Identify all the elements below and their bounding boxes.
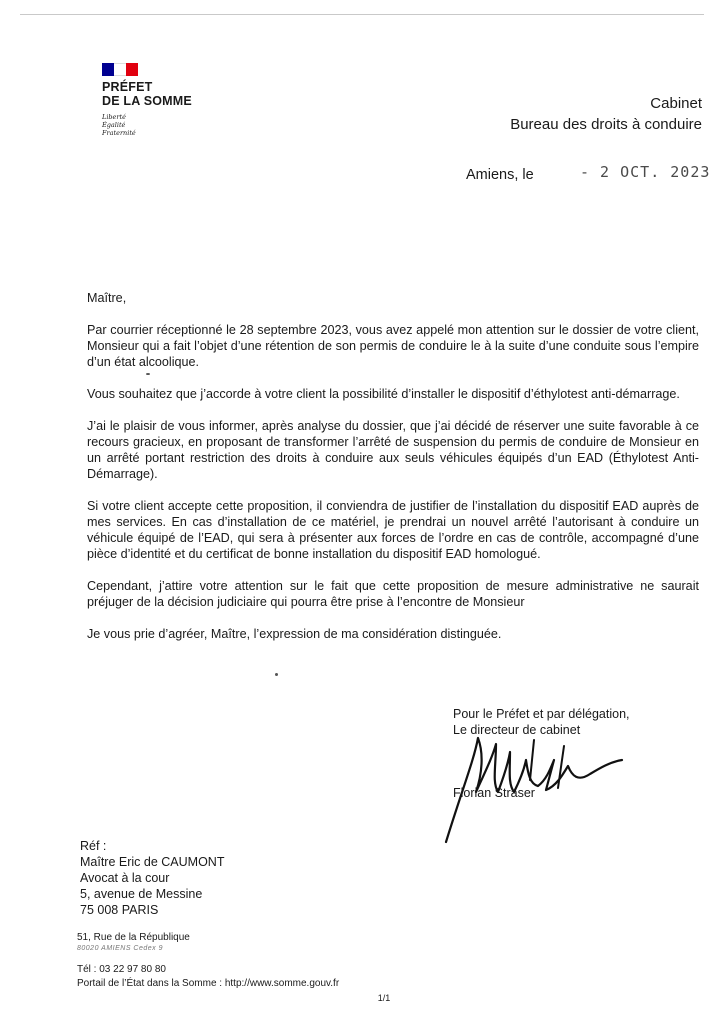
letter-body <box>87 290 699 642</box>
scan-speck <box>275 673 278 676</box>
flag-red-band <box>126 63 138 76</box>
reference-label: Réf : <box>80 839 107 853</box>
flag-blue-band <box>102 63 114 76</box>
scan-speck <box>146 373 150 375</box>
marianne-flag-logo <box>102 63 138 76</box>
bureau-name: Bureau des droits à conduire <box>510 116 702 133</box>
delegation-line: Pour le Préfet et par délégation, <box>453 707 630 721</box>
republic-motto <box>102 113 136 137</box>
prefecture-address <box>77 932 190 953</box>
flag-white-band <box>114 63 126 76</box>
recipient-block <box>80 838 224 918</box>
scan-top-border <box>20 14 704 15</box>
paragraph-request: Vous souhaitez que j’accorde à votre client la possibilité d’installer le dispositif d’éthylotest anti-démarrage. <box>87 387 680 401</box>
portal-link[interactable]: Portail de l’État dans la Somme : http://www.somme.gouv.fr <box>77 978 340 989</box>
salutation: Maître, <box>87 291 127 305</box>
recipient-name: Maître Eric de CAUMONT <box>80 855 225 869</box>
recipient-title: Avocat à la cour <box>80 871 170 885</box>
office-name: Cabinet <box>650 95 702 112</box>
signatory-name: Florian Straser <box>453 786 535 800</box>
motto-fraternite: Fraternité <box>102 129 136 137</box>
prefecture-logo-title <box>102 80 192 108</box>
place-label: Amiens, le <box>466 167 534 183</box>
paragraph-caveat: Cependant, j’attire votre attention sur le fait que cette proposition de mesure administrative ne saurait préjuger de la décision judiciaire qui pourra être prise à l’encontre de Monsieur <box>87 579 699 609</box>
paragraph-recours: Par courrier réceptionné le 28 septembre 2023, vous avez appelé mon attention sur le dossier de votre client, Monsieur qui a fait l’objet d’une rétention de son permis de conduire le à la suite d’une conduite sous l’empire d’un état alcoolique. <box>87 323 699 369</box>
logo-line-2: DE LA SOMME <box>102 94 192 108</box>
paragraph-conditions: Si votre client accepte cette proposition, il conviendra de justifier de l’installation du dispositif EAD auprès de mes services. En cas d’installation de ce matériel, je prendrai un nouvel arrêté l’autorisant à conduire un véhicule équipé de l’EAD, qui sera à présenter aux forces de l’ordre en cas de contrôle, accompagné d’une pièce d’identité et du certificat de bonne installation du dispositif EAD homologué. <box>87 499 699 561</box>
motto-liberte: Liberté <box>102 113 126 121</box>
recipient-street: 5, avenue de Messine <box>80 887 203 901</box>
prefecture-contact <box>77 963 339 991</box>
page-number: 1/1 <box>377 993 391 1003</box>
recipient-city: 75 008 PARIS <box>80 903 159 917</box>
address-city: 80020 AMIENS Cedex 9 <box>77 945 164 952</box>
motto-egalite: Égalité <box>102 121 126 129</box>
issuing-office <box>510 93 702 135</box>
closing-formula: Je vous prie d’agréer, Maître, l’expression de ma considération distinguée. <box>87 627 502 641</box>
address-street: 51, Rue de la République <box>77 932 190 943</box>
date-stamp: - 2 OCT. 2023 <box>580 163 711 181</box>
phone-number: Tél : 03 22 97 80 80 <box>77 964 166 975</box>
logo-line-1: PRÉFET <box>102 80 153 94</box>
paragraph-decision: J’ai le plaisir de vous informer, après analyse du dossier, que j’ai décidé de réserver une suite favorable à ce recours gracieux, en proposant de transformer l’arrêté de suspension du permis de conduire de Monsieur en un arrêté portant restriction des droits à conduire aux seuls véhicules équipés d’un EAD (Éthylotest Anti-Démarrage). <box>87 419 699 481</box>
director-title: Le directeur de cabinet <box>453 723 581 737</box>
